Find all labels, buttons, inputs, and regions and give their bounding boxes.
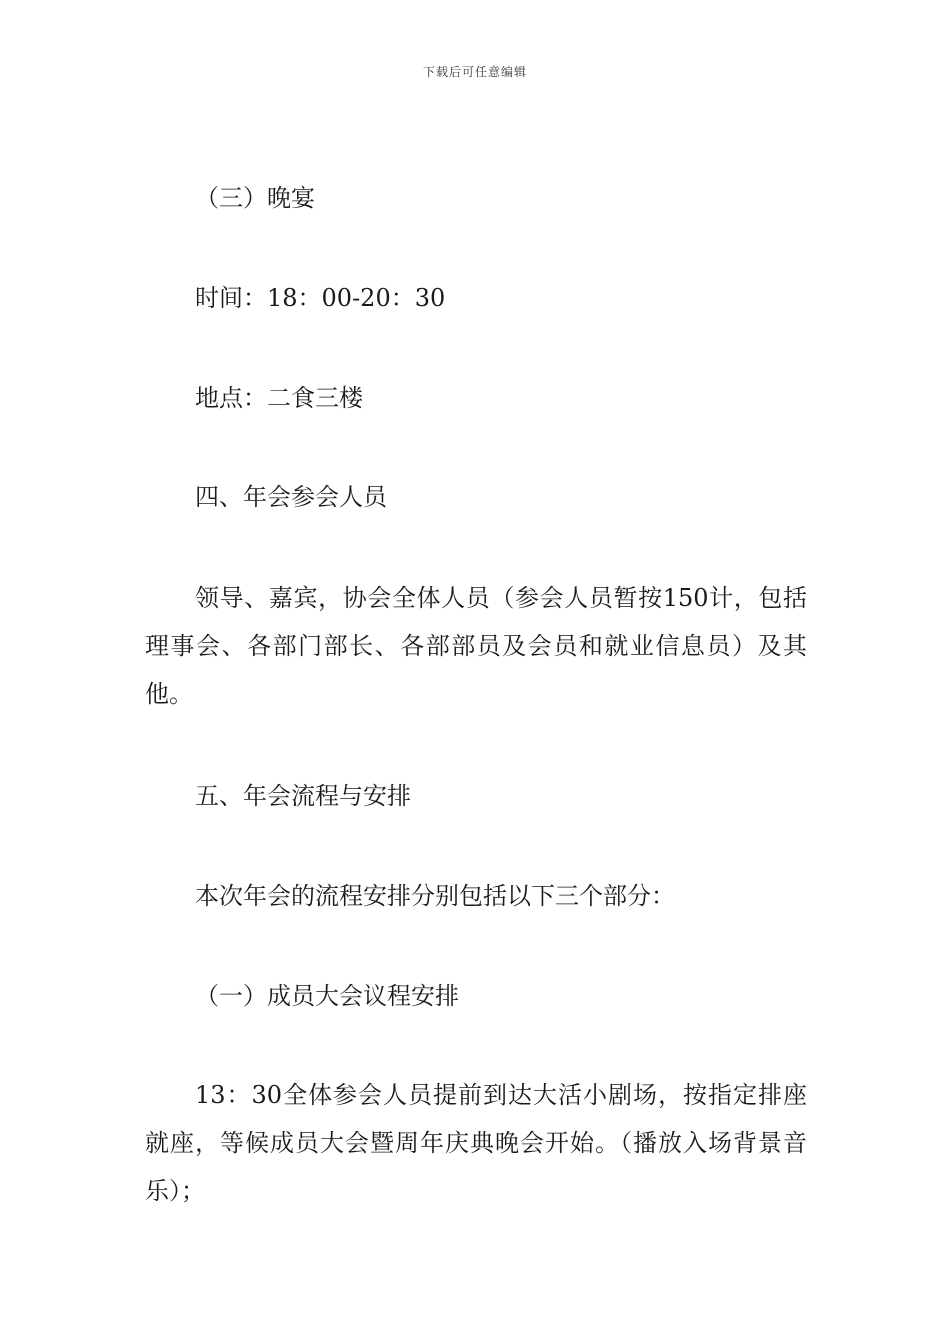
dinner-time: 时间：18：00-20：30: [195, 284, 446, 312]
section-heading-attendees: 四、年会参会人员: [195, 483, 387, 511]
member-meeting-paragraph: 13：30全体参会人员提前到达大活小剧场，按指定排座就座，等候成员大会暨周年庆典晚会开始。（播放入场背景音乐）；: [145, 1081, 807, 1205]
attendees-paragraph: 领导、嘉宾，协会全体人员（参会人员暂按150计，包括理事会、各部门部长、各部部员及会员和就业信息员）及其他。: [145, 584, 807, 708]
section-heading-member-meeting: （一）成员大会议程安排: [195, 982, 459, 1010]
section-heading-dinner: （三）晚宴: [195, 184, 315, 212]
dinner-location: 地点：二食三楼: [195, 384, 363, 412]
section-heading-process: 五、年会流程与安排: [195, 782, 411, 810]
page-header: 下载后可任意编辑: [422, 65, 527, 79]
process-intro: 本次年会的流程安排分别包括以下三个部分：: [195, 882, 675, 910]
